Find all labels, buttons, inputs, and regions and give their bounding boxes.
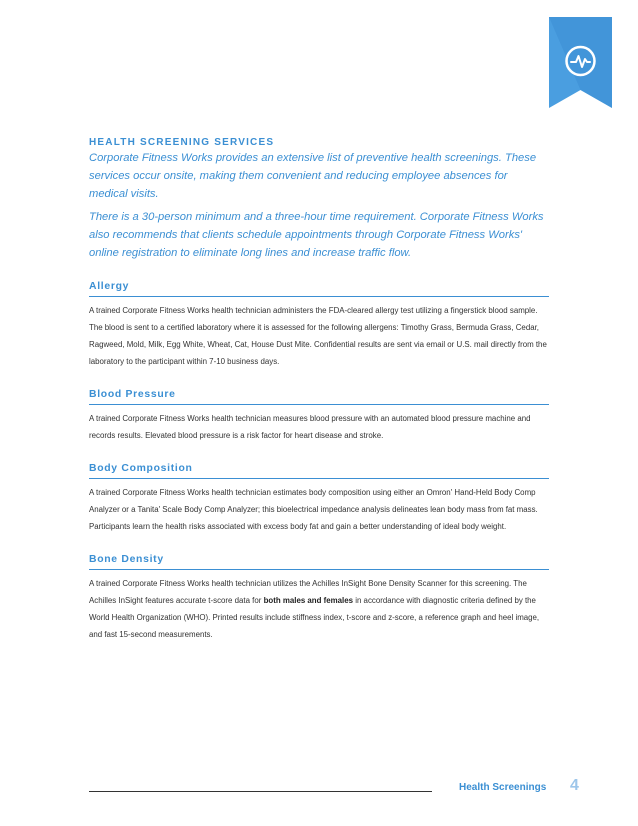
- intro-paragraph-2: There is a 30-person minimum and a three-hour time requirement. Corporate Fitness Works also recommends that clients schedule appointments through Corporate Fitness Works' online registration to eliminate long lines and increase traffic flow.: [89, 211, 544, 259]
- bone-density-body-bold: both males and females: [263, 596, 354, 605]
- bone-density-body: [89, 575, 549, 643]
- blood-pressure-section: [89, 388, 549, 444]
- page-content: [89, 136, 549, 643]
- allergy-body: A trained Corporate Fitness Works health technician administers the FDA-cleared allergy test utilizing a fingerstick blood sample. The blood is sent to a certified laboratory where it is assessed for the following allergens: Timothy Grass, Bermuda Grass, Cedar, Ragweed, Mold, Milk, Egg White, Wheat, Cat, House Dust Mite. Confidential results are sent via email or U.S. mail directly from the laboratory to the participant within 7-10 business days.: [89, 306, 547, 366]
- footer-label: Health Screenings: [459, 782, 547, 793]
- page-number: 4: [570, 777, 579, 794]
- blood-pressure-heading: Blood Pressure: [89, 388, 549, 405]
- bone-density-body-part2: in accordance with diagnostic criteria defined by the World Health Organization (WHO). Printed results include stiffness index, t-score and z-score, a reference graph and heel image, and fast 15-second measurements.: [89, 596, 540, 639]
- blood-pressure-body: A trained Corporate Fitness Works health technician measures blood pressure with an automated blood pressure machine and records results. Elevated blood pressure is a risk factor for heart disease and stroke.: [89, 414, 531, 440]
- body-composition-body: A trained Corporate Fitness Works health technician estimates body composition using either an Omron' Hand-Held Body Comp Analyzer or a Tanita' Scale Body Comp Analyzer; this bioelectrical impedance analysis delineates lean body mass from fat mass. Participants learn the health risks associated with excess body fat and gain a better understanding of ideal body weight.: [89, 488, 538, 531]
- body-composition-heading: Body Composition: [89, 462, 549, 479]
- allergy-heading: Allergy: [89, 280, 549, 297]
- bone-density-body-part1: A trained Corporate Fitness Works health technician utilizes the Achilles InSight Bone Density Scanner for this screening. The Achilles InSight features accurate t-score data for: [89, 579, 527, 605]
- bookmark-ribbon: [549, 17, 612, 108]
- body-composition-section: [89, 462, 549, 535]
- bone-density-heading: Bone Density: [89, 553, 549, 570]
- intro-paragraph-1: Corporate Fitness Works provides an extensive list of preventive health screenings. These services occur onsite, making them convenient and reducing employee absences for medical visits.: [89, 152, 537, 200]
- footer-rule: [89, 791, 432, 792]
- allergy-section: [89, 280, 549, 370]
- bone-density-section: [89, 553, 549, 643]
- section-heading: HEALTH SCREENING SERVICES: [89, 137, 275, 148]
